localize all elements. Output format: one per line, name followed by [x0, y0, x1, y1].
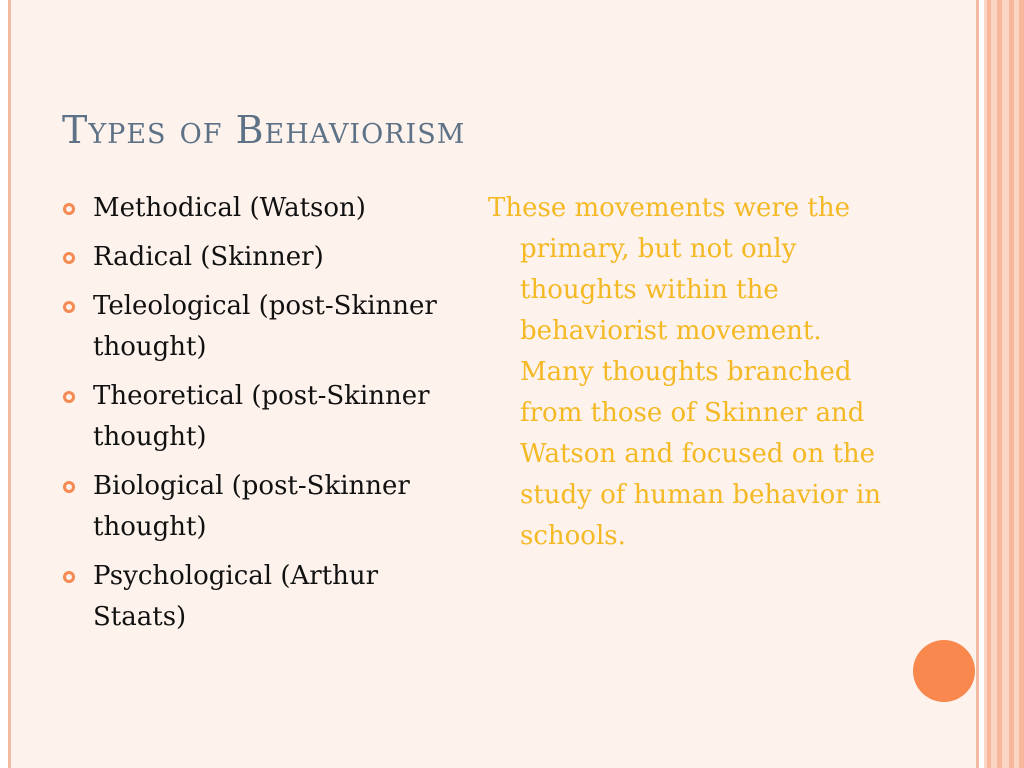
- bullet-list: [62, 188, 462, 646]
- slide-title: Types of Behaviorism: [62, 108, 466, 152]
- bullet-circle-icon: [63, 252, 75, 264]
- list-item: [62, 556, 462, 638]
- decorative-stripes: [984, 0, 1024, 768]
- bullet-circle-icon: [63, 481, 75, 493]
- bullet-circle-icon: [63, 571, 75, 583]
- side-note: These movements were the primary, but not only thoughts within the behaviorist movement. Many thoughts branched from those of Skinner and Watson and focused on the study of human behavior in schools.: [488, 193, 882, 551]
- bullet-text: Teleological (post-Skinner thought): [93, 291, 437, 362]
- list-item: [62, 376, 462, 458]
- bullet-text: Biological (post-Skinner thought): [93, 471, 410, 542]
- stripe: [997, 0, 1002, 768]
- stripe: [1019, 0, 1024, 768]
- stripe: [1009, 0, 1014, 768]
- bullet-text: Theoretical (post-Skinner thought): [93, 381, 430, 452]
- bullet-circle-icon: [63, 203, 75, 215]
- list-item: [62, 188, 462, 229]
- frame-right-border: [976, 0, 979, 768]
- accent-circle-icon: [913, 640, 975, 702]
- frame-left-border: [8, 0, 11, 768]
- list-item: [62, 237, 462, 278]
- bullet-circle-icon: [63, 301, 75, 313]
- bullet-text: Radical (Skinner): [93, 242, 324, 272]
- bullet-text: Psychological (Arthur Staats): [93, 561, 379, 632]
- bullet-text: Methodical (Watson): [93, 193, 366, 223]
- list-item: [62, 286, 462, 368]
- bullet-circle-icon: [63, 391, 75, 403]
- list-item: [62, 466, 462, 548]
- stripe: [987, 0, 991, 768]
